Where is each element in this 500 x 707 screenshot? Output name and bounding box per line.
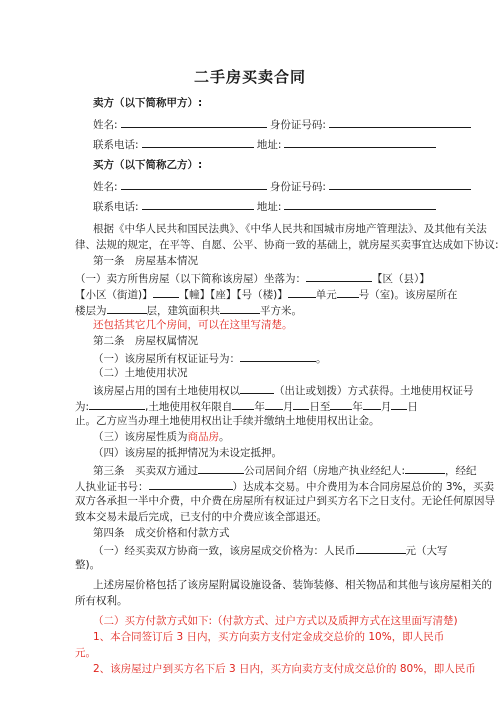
buyer-id-label: 身份证号码: xyxy=(269,181,326,193)
payment-step-1: 1、本合同签订后 3 日内，买方向卖方支付定金成交总价的 10%，即人民币 xyxy=(93,631,445,643)
article3-line-3: 双方各承担一半中介费，中介费在房屋所有权证过户到买方名下之日支付。无论任何原因导 xyxy=(75,495,495,507)
price-label: （一）经买卖双方协商一致，该房屋成交价格为：人民币 xyxy=(93,545,356,557)
article4-line-3: 上述房屋价格包括了该房屋附属设施设备、装饰装修、相关物品和其他与该房屋相关的 xyxy=(93,579,492,591)
seller-name-row xyxy=(93,116,471,132)
seller-address-field[interactable] xyxy=(284,136,436,148)
property-type-end: 。 xyxy=(219,431,230,443)
article2-item3 xyxy=(93,430,230,444)
article1-red-note: 还包括其它几个房间，可以在这里写清楚。 xyxy=(93,319,293,331)
start-year-label: 年 xyxy=(254,401,265,413)
agent-suffix: ，经纪 xyxy=(445,465,477,477)
area-unit: 平方米。 xyxy=(260,305,302,317)
buyer-phone-label: 联系电话: xyxy=(93,201,139,213)
location-prefix: （一）卖方所售房屋（以下简称该房屋）坐落为： xyxy=(75,273,306,285)
end-month-label: 月 xyxy=(380,401,392,413)
end-year-label: 年 xyxy=(352,401,363,413)
payment-step-2: 2、该房屋过户到买方名下后 3 日内，买方向卖方支付成交总价的 80%，即人民币 xyxy=(93,663,476,675)
agent-field[interactable] xyxy=(405,462,445,474)
agency-field[interactable] xyxy=(198,462,244,474)
start-day-label: 日至 xyxy=(309,401,331,413)
preamble-line-1: 根据《中华人民共和国民法典》、《中华人民共和国城市房地产管理法》、及其他有关法 xyxy=(93,223,487,235)
article4-line-1 xyxy=(93,542,448,558)
article4-line-2: 整)。 xyxy=(75,559,101,571)
unit-label: 单元 xyxy=(315,289,337,301)
article3-line-2 xyxy=(75,478,494,494)
article1-heading: 第一条 房屋基本情况 xyxy=(93,255,198,267)
start-year-field[interactable] xyxy=(232,398,254,410)
land-line-3: 止。乙方应当办理土地使用权出让手续并缴纳土地使用权出让金。 xyxy=(75,415,380,427)
article2-item2: （二）土地使用状况 xyxy=(93,367,188,379)
land-cert-prefix: 为: xyxy=(75,401,90,413)
payment-step-1-end: 元。 xyxy=(75,647,96,659)
preamble-line-2: 律、法规的规定，在平等、自愿、公平、协商一致的基础上，就房屋买卖事宜达成如下协议: xyxy=(75,239,499,251)
article3-line-4: 致本交易未最后完成，已支付的中介费应该全部退还。 xyxy=(75,511,327,523)
license-field[interactable] xyxy=(149,478,233,490)
land-method-label: （出让或划拨）方式获得。土地使用权证号 xyxy=(274,385,474,397)
room-field[interactable] xyxy=(337,286,359,298)
article1-line-2 xyxy=(75,286,457,302)
seller-name-field[interactable] xyxy=(121,116,267,128)
article2-item1 xyxy=(93,350,327,366)
buyer-address-label: 地址: xyxy=(256,201,282,213)
article2-item4: （四）该房屋的抵押情况为未设定抵押。 xyxy=(93,447,282,459)
seller-phone-label: 联系电话: xyxy=(93,139,139,151)
seller-name-label: 姓名: xyxy=(93,119,118,131)
buyer-name-row xyxy=(93,178,471,194)
property-type-value: 商品房 xyxy=(187,431,219,443)
buyer-id-field[interactable] xyxy=(329,178,471,190)
fee-text: ）达成本交易。中介费用为本合同房屋总价的 3%，买卖 xyxy=(232,481,494,493)
price-field[interactable] xyxy=(356,542,406,554)
community-label: 【小区（街道)】 xyxy=(75,289,153,301)
property-type-label: （三）该房屋性质为 xyxy=(93,431,188,443)
land-term-label: ,土地使用权年限自 xyxy=(145,401,233,413)
payment-method-heading: （二）买方付款方式如下:（付款方式、过户方式以及质押方式在这里面写清楚) xyxy=(93,615,458,627)
seller-id-label: 身份证号码: xyxy=(269,119,326,131)
agent-label: 公司居间介绍（房地产执业经纪人: xyxy=(244,465,406,477)
start-month-field[interactable] xyxy=(265,398,283,410)
article4-heading: 第四条 成交价格和付款方式 xyxy=(93,527,230,539)
seller-id-field[interactable] xyxy=(329,116,471,128)
certificate-field[interactable] xyxy=(240,350,316,362)
buyer-contact-row xyxy=(93,198,436,214)
building-field[interactable] xyxy=(288,286,316,298)
location-field[interactable] xyxy=(306,270,372,282)
land-cert-field[interactable] xyxy=(89,398,145,410)
buyer-heading: 买方（以下简称乙方）: xyxy=(93,159,203,171)
start-month-label: 月 xyxy=(282,401,294,413)
floor-field[interactable] xyxy=(107,302,147,314)
article3-line-1 xyxy=(93,462,477,478)
end-day-label: 日 xyxy=(407,401,418,413)
area-field[interactable] xyxy=(220,302,260,314)
certificate-end: 。 xyxy=(316,353,327,365)
seller-heading: 卖方（以下简称甲方）: xyxy=(93,97,203,109)
seller-contact-row xyxy=(93,136,436,152)
end-year-field[interactable] xyxy=(330,398,352,410)
price-uppercase-label: 元（大写 xyxy=(405,545,448,557)
end-day-field[interactable] xyxy=(391,398,407,410)
land-line-1 xyxy=(93,382,474,398)
buyer-phone-field[interactable] xyxy=(142,198,254,210)
district-label: 【区（县）】 xyxy=(372,273,430,285)
buyer-name-label: 姓名: xyxy=(93,181,118,193)
land-use-label: 该房屋占用的国有土地使用权以 xyxy=(93,385,240,397)
land-method-field[interactable] xyxy=(240,382,274,394)
start-day-field[interactable] xyxy=(293,398,309,410)
floor-label: 楼层为 xyxy=(75,305,107,317)
community-field[interactable] xyxy=(153,286,179,298)
buyer-name-field[interactable] xyxy=(121,178,267,190)
seller-phone-field[interactable] xyxy=(142,136,254,148)
license-label: 人执业证书号： xyxy=(75,481,149,493)
article1-line-1 xyxy=(75,270,430,286)
certificate-label: （一）该房屋所有权证证号为： xyxy=(93,353,240,365)
buyer-address-field[interactable] xyxy=(284,198,436,210)
land-line-2 xyxy=(75,398,418,414)
building-label: 【幢】【座】【号（楼)】 xyxy=(178,289,288,301)
seller-address-label: 地址: xyxy=(256,139,282,151)
end-month-field[interactable] xyxy=(363,398,381,410)
room-label: 号（室)。该房屋所在 xyxy=(358,289,458,301)
contract-title: 二手房买卖合同 xyxy=(193,68,306,86)
article1-line-3 xyxy=(75,302,302,318)
area-label: 层，建筑面积共 xyxy=(146,305,220,317)
article4-line-4: 所有权利。 xyxy=(75,595,128,607)
article2-heading: 第二条 房屋权属情况 xyxy=(93,335,198,347)
agency-prefix: 第三条 买卖双方通过 xyxy=(93,465,198,477)
